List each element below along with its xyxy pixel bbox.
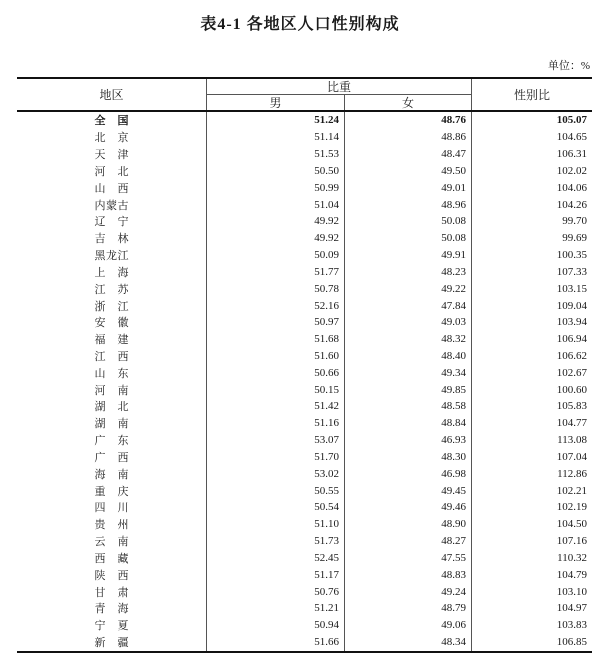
region-name <box>95 634 129 650</box>
female-share-value: 49.50 <box>345 162 472 179</box>
male-share-value: 51.73 <box>207 533 345 550</box>
female-share-value: 48.83 <box>345 566 472 583</box>
region-name-char: 青 <box>94 603 106 616</box>
header-proportion-group: 比重 <box>207 79 472 95</box>
region-name <box>95 432 129 448</box>
region-name-char: 庆 <box>117 485 129 498</box>
region-name-char: 州 <box>117 519 129 532</box>
region-cell <box>17 634 207 651</box>
table-row <box>17 432 592 449</box>
region-name-char: 国 <box>117 115 129 128</box>
male-share-value: 51.66 <box>207 634 345 651</box>
region-name-char: 江 <box>117 300 129 313</box>
female-share-value: 48.40 <box>345 348 472 365</box>
region-cell <box>17 566 207 583</box>
region-name-char: 贵 <box>94 519 106 532</box>
male-share-value: 50.55 <box>207 482 345 499</box>
female-share-value: 48.32 <box>345 331 472 348</box>
region-cell <box>17 516 207 533</box>
sex-ratio-value: 104.77 <box>556 417 587 430</box>
table-row <box>17 146 592 163</box>
region-name <box>95 129 129 145</box>
female-share-value: 48.86 <box>345 129 472 146</box>
sex-ratio-value: 107.04 <box>556 450 587 463</box>
region-name-char: 陕 <box>94 569 106 582</box>
female-share-value: 49.45 <box>345 482 472 499</box>
region-name-char: 蒙 <box>106 199 117 212</box>
region-cell <box>17 146 207 163</box>
sex-ratio-value: 103.15 <box>556 282 587 295</box>
region-cell <box>17 381 207 398</box>
table-row <box>17 364 592 381</box>
sex-ratio-value: 109.04 <box>556 299 587 312</box>
region-name-char: 甘 <box>94 586 106 599</box>
male-share-value: 51.10 <box>207 516 345 533</box>
female-share-value: 48.96 <box>345 196 472 213</box>
region-name <box>95 197 129 213</box>
table-row <box>17 499 592 516</box>
table-row <box>17 617 592 634</box>
sex-ratio-value: 105.07 <box>556 114 587 127</box>
table-row <box>17 179 592 196</box>
region-name-char: 天 <box>94 149 106 162</box>
region-name <box>95 516 129 532</box>
female-share-value: 47.55 <box>345 550 472 567</box>
region-name-char: 全 <box>94 115 106 128</box>
female-share-value: 48.90 <box>345 516 472 533</box>
region-name <box>95 180 129 196</box>
sex-ratio-value: 112.86 <box>557 467 587 480</box>
region-name <box>95 466 129 482</box>
male-share-value: 51.68 <box>207 331 345 348</box>
region-name-char: 川 <box>117 502 129 515</box>
table-row <box>17 600 592 617</box>
male-share-value: 50.99 <box>207 179 345 196</box>
header-region: 地区 <box>17 79 207 110</box>
region-name <box>95 449 129 465</box>
male-share-value: 51.16 <box>207 415 345 432</box>
female-share-value: 49.46 <box>345 499 472 516</box>
region-name-char: 南 <box>117 384 129 397</box>
region-name-char: 湖 <box>94 418 106 431</box>
region-name <box>95 600 129 616</box>
region-name-char: 福 <box>94 334 106 347</box>
sex-ratio-value: 104.79 <box>556 568 587 581</box>
region-cell <box>17 364 207 381</box>
male-share-value: 51.42 <box>207 398 345 415</box>
region-name-char: 浙 <box>94 300 106 313</box>
region-name-char: 龙 <box>106 250 117 263</box>
page-title: 表4-1 各地区人口性别构成 <box>200 16 400 33</box>
region-name <box>95 163 129 179</box>
region-name <box>95 398 129 414</box>
region-name-char: 重 <box>94 485 106 498</box>
sex-ratio-value: 102.19 <box>556 501 587 514</box>
region-name-char: 疆 <box>117 637 129 650</box>
region-cell <box>17 348 207 365</box>
region-name-char: 宁 <box>94 620 106 633</box>
male-share-value: 51.24 <box>207 112 345 129</box>
region-name-char: 北 <box>94 132 106 145</box>
region-name-char: 宁 <box>117 216 129 229</box>
female-share-value: 48.23 <box>345 263 472 280</box>
male-share-value: 50.15 <box>207 381 345 398</box>
table-row <box>17 196 592 213</box>
region-cell <box>17 247 207 264</box>
sex-ratio-value: 103.10 <box>556 585 587 598</box>
region-name-char: 辽 <box>94 216 106 229</box>
sex-ratio-value: 107.33 <box>556 265 587 278</box>
table-header <box>17 79 592 112</box>
region-name-char: 北 <box>117 401 129 414</box>
sex-ratio-value: 106.85 <box>556 636 587 649</box>
sex-ratio-value: 107.16 <box>556 535 587 548</box>
region-name-char: 南 <box>117 468 129 481</box>
sex-ratio-value: 104.65 <box>556 131 587 144</box>
region-name-char: 黑 <box>94 250 106 263</box>
sex-ratio-value: 102.67 <box>556 366 587 379</box>
female-share-value: 49.03 <box>345 314 472 331</box>
female-share-value: 48.58 <box>345 398 472 415</box>
region-cell <box>17 112 207 129</box>
region-name <box>95 146 129 162</box>
table-body <box>17 112 592 653</box>
region-cell <box>17 465 207 482</box>
sex-ratio-value: 106.31 <box>556 148 587 161</box>
region-name <box>95 550 129 566</box>
female-share-value: 49.34 <box>345 364 472 381</box>
male-share-value: 51.70 <box>207 449 345 466</box>
table-row <box>17 415 592 432</box>
male-share-value: 50.54 <box>207 499 345 516</box>
region-name <box>95 365 129 381</box>
region-name <box>95 567 129 583</box>
region-cell <box>17 583 207 600</box>
male-share-value: 51.53 <box>207 146 345 163</box>
male-share-value: 51.21 <box>207 600 345 617</box>
region-name-char: 广 <box>94 451 106 464</box>
table-row <box>17 348 592 365</box>
region-cell <box>17 230 207 247</box>
region-name-char: 北 <box>117 165 129 178</box>
male-share-value: 50.66 <box>207 364 345 381</box>
region-name-char: 夏 <box>117 620 129 633</box>
male-share-value: 50.09 <box>207 247 345 264</box>
sex-ratio-value: 113.08 <box>557 434 587 447</box>
male-share-value: 50.78 <box>207 280 345 297</box>
sex-ratio-value: 104.26 <box>556 198 587 211</box>
region-name-char: 四 <box>94 502 106 515</box>
region-name-char: 江 <box>94 283 106 296</box>
region-name-char: 内 <box>94 199 106 212</box>
female-share-value: 49.85 <box>345 381 472 398</box>
region-name <box>95 230 129 246</box>
sex-ratio-value: 102.21 <box>556 484 587 497</box>
male-share-value: 50.97 <box>207 314 345 331</box>
region-cell <box>17 398 207 415</box>
female-share-value: 48.79 <box>345 600 472 617</box>
region-name-char: 西 <box>94 552 106 565</box>
region-cell <box>17 263 207 280</box>
region-name <box>95 264 129 280</box>
sex-ratio-value: 106.62 <box>556 350 587 362</box>
region-cell <box>17 533 207 550</box>
male-share-value: 51.17 <box>207 566 345 583</box>
table-row <box>17 314 592 331</box>
region-name-char: 山 <box>94 367 106 380</box>
region-cell <box>17 213 207 230</box>
table-row <box>17 550 592 567</box>
table-row <box>17 381 592 398</box>
sex-ratio-value: 104.06 <box>556 181 587 194</box>
sex-composition-table <box>17 77 592 653</box>
region-name <box>95 314 129 330</box>
region-name-char: 藏 <box>117 552 129 565</box>
male-share-value: 51.14 <box>207 129 345 146</box>
region-name-char: 西 <box>117 451 129 464</box>
table-row <box>17 263 592 280</box>
region-name-char: 海 <box>94 468 106 481</box>
region-name-char: 广 <box>94 435 106 448</box>
female-share-value: 48.30 <box>345 449 472 466</box>
sex-ratio-value: 99.69 <box>562 232 587 245</box>
region-name-char: 河 <box>94 384 106 397</box>
region-cell <box>17 280 207 297</box>
region-name-char: 海 <box>117 603 129 616</box>
female-share-value: 46.98 <box>345 465 472 482</box>
region-name-char: 西 <box>117 569 129 582</box>
header-sex-ratio: 性别比 <box>513 88 550 102</box>
female-share-value: 49.06 <box>345 617 472 634</box>
female-share-value: 50.08 <box>345 230 472 247</box>
region-name-char: 新 <box>94 637 106 650</box>
female-share-value: 49.01 <box>345 179 472 196</box>
region-name-char: 东 <box>117 367 129 380</box>
female-share-value: 49.24 <box>345 583 472 600</box>
table-row <box>17 533 592 550</box>
region-name-char: 徽 <box>117 317 129 330</box>
region-name-char: 南 <box>117 418 129 431</box>
region-name <box>95 331 129 347</box>
region-cell <box>17 499 207 516</box>
male-share-value: 50.94 <box>207 617 345 634</box>
region-name <box>95 298 129 314</box>
region-name-char: 云 <box>94 536 106 549</box>
male-share-value: 49.92 <box>207 213 345 230</box>
table-row <box>17 566 592 583</box>
region-name-char: 西 <box>117 182 129 195</box>
region-cell <box>17 196 207 213</box>
male-share-value: 53.07 <box>207 432 345 449</box>
male-share-value: 51.77 <box>207 263 345 280</box>
sex-ratio-value: 110.32 <box>557 551 587 564</box>
female-share-value: 50.08 <box>345 213 472 230</box>
region-cell <box>17 449 207 466</box>
header-female: 女 <box>345 95 472 110</box>
table-row <box>17 516 592 533</box>
region-cell <box>17 331 207 348</box>
region-name-char: 河 <box>94 165 106 178</box>
table-row <box>17 162 592 179</box>
region-name-char: 京 <box>117 132 129 145</box>
region-cell <box>17 550 207 567</box>
region-name <box>95 112 129 128</box>
table-row <box>17 247 592 264</box>
table-row <box>17 449 592 466</box>
region-cell <box>17 179 207 196</box>
region-name <box>95 348 129 364</box>
female-share-value: 47.84 <box>345 297 472 314</box>
table-row <box>17 280 592 297</box>
female-share-value: 49.91 <box>345 247 472 264</box>
sex-ratio-value: 105.83 <box>556 400 587 413</box>
sex-ratio-value: 99.70 <box>562 215 587 228</box>
sex-ratio-value: 100.35 <box>556 249 587 262</box>
region-name <box>95 247 129 263</box>
region-cell <box>17 432 207 449</box>
region-name-char: 肃 <box>117 586 129 599</box>
region-name <box>95 213 129 229</box>
male-share-value: 50.50 <box>207 162 345 179</box>
region-name-char: 苏 <box>117 283 129 296</box>
region-cell <box>17 482 207 499</box>
region-name-char: 江 <box>117 250 129 263</box>
region-name <box>95 281 129 297</box>
unit-label: 单位：% <box>547 60 590 72</box>
region-cell <box>17 129 207 146</box>
table-row <box>17 465 592 482</box>
sex-ratio-value: 100.60 <box>556 383 587 396</box>
region-name-char: 海 <box>117 266 129 279</box>
region-name <box>95 584 129 600</box>
female-share-value: 46.93 <box>345 432 472 449</box>
region-name <box>95 617 129 633</box>
table-row <box>17 129 592 146</box>
male-share-value: 52.16 <box>207 297 345 314</box>
region-cell <box>17 297 207 314</box>
table-row <box>17 112 592 129</box>
male-share-value: 49.92 <box>207 230 345 247</box>
sex-ratio-value: 103.94 <box>556 316 587 329</box>
table-row <box>17 634 592 651</box>
table-row <box>17 398 592 415</box>
region-name-char: 东 <box>117 435 129 448</box>
table-row <box>17 213 592 230</box>
female-share-value: 48.27 <box>345 533 472 550</box>
sex-ratio-value: 104.50 <box>556 518 587 531</box>
region-name-char: 江 <box>94 351 106 363</box>
male-share-value: 51.60 <box>207 348 345 365</box>
header-male: 男 <box>207 95 345 110</box>
region-name-char: 南 <box>117 536 129 549</box>
region-name <box>95 382 129 398</box>
region-name-char: 古 <box>117 199 129 212</box>
female-share-value: 48.84 <box>345 415 472 432</box>
region-name-char: 吉 <box>94 233 106 246</box>
male-share-value: 51.04 <box>207 196 345 213</box>
region-cell <box>17 314 207 331</box>
region-name-char: 上 <box>94 266 106 279</box>
female-share-value: 48.47 <box>345 146 472 163</box>
region-name <box>95 483 129 499</box>
male-share-value: 50.76 <box>207 583 345 600</box>
region-name-char: 林 <box>117 233 129 246</box>
table-row <box>17 331 592 348</box>
region-name-char: 建 <box>117 334 129 347</box>
region-name <box>95 499 129 515</box>
region-name-char: 津 <box>117 149 129 162</box>
sex-ratio-value: 106.94 <box>556 333 587 346</box>
sex-ratio-value: 102.02 <box>556 164 587 177</box>
region-cell <box>17 162 207 179</box>
region-name-char: 湖 <box>94 401 106 414</box>
female-share-value: 49.22 <box>345 280 472 297</box>
table-row <box>17 583 592 600</box>
female-share-value: 48.34 <box>345 634 472 651</box>
region-name-char: 山 <box>94 182 106 195</box>
sex-ratio-value: 103.83 <box>556 619 587 632</box>
female-share-value: 48.76 <box>345 112 472 129</box>
sex-ratio-value: 104.97 <box>556 602 587 615</box>
region-name-char: 西 <box>117 351 129 363</box>
table-row <box>17 230 592 247</box>
region-name <box>95 533 129 549</box>
male-share-value: 53.02 <box>207 465 345 482</box>
table-row <box>17 297 592 314</box>
male-share-value: 52.45 <box>207 550 345 567</box>
table-row <box>17 482 592 499</box>
region-name-char: 安 <box>94 317 106 330</box>
region-name <box>95 415 129 431</box>
region-cell <box>17 415 207 432</box>
region-cell <box>17 600 207 617</box>
region-cell <box>17 617 207 634</box>
